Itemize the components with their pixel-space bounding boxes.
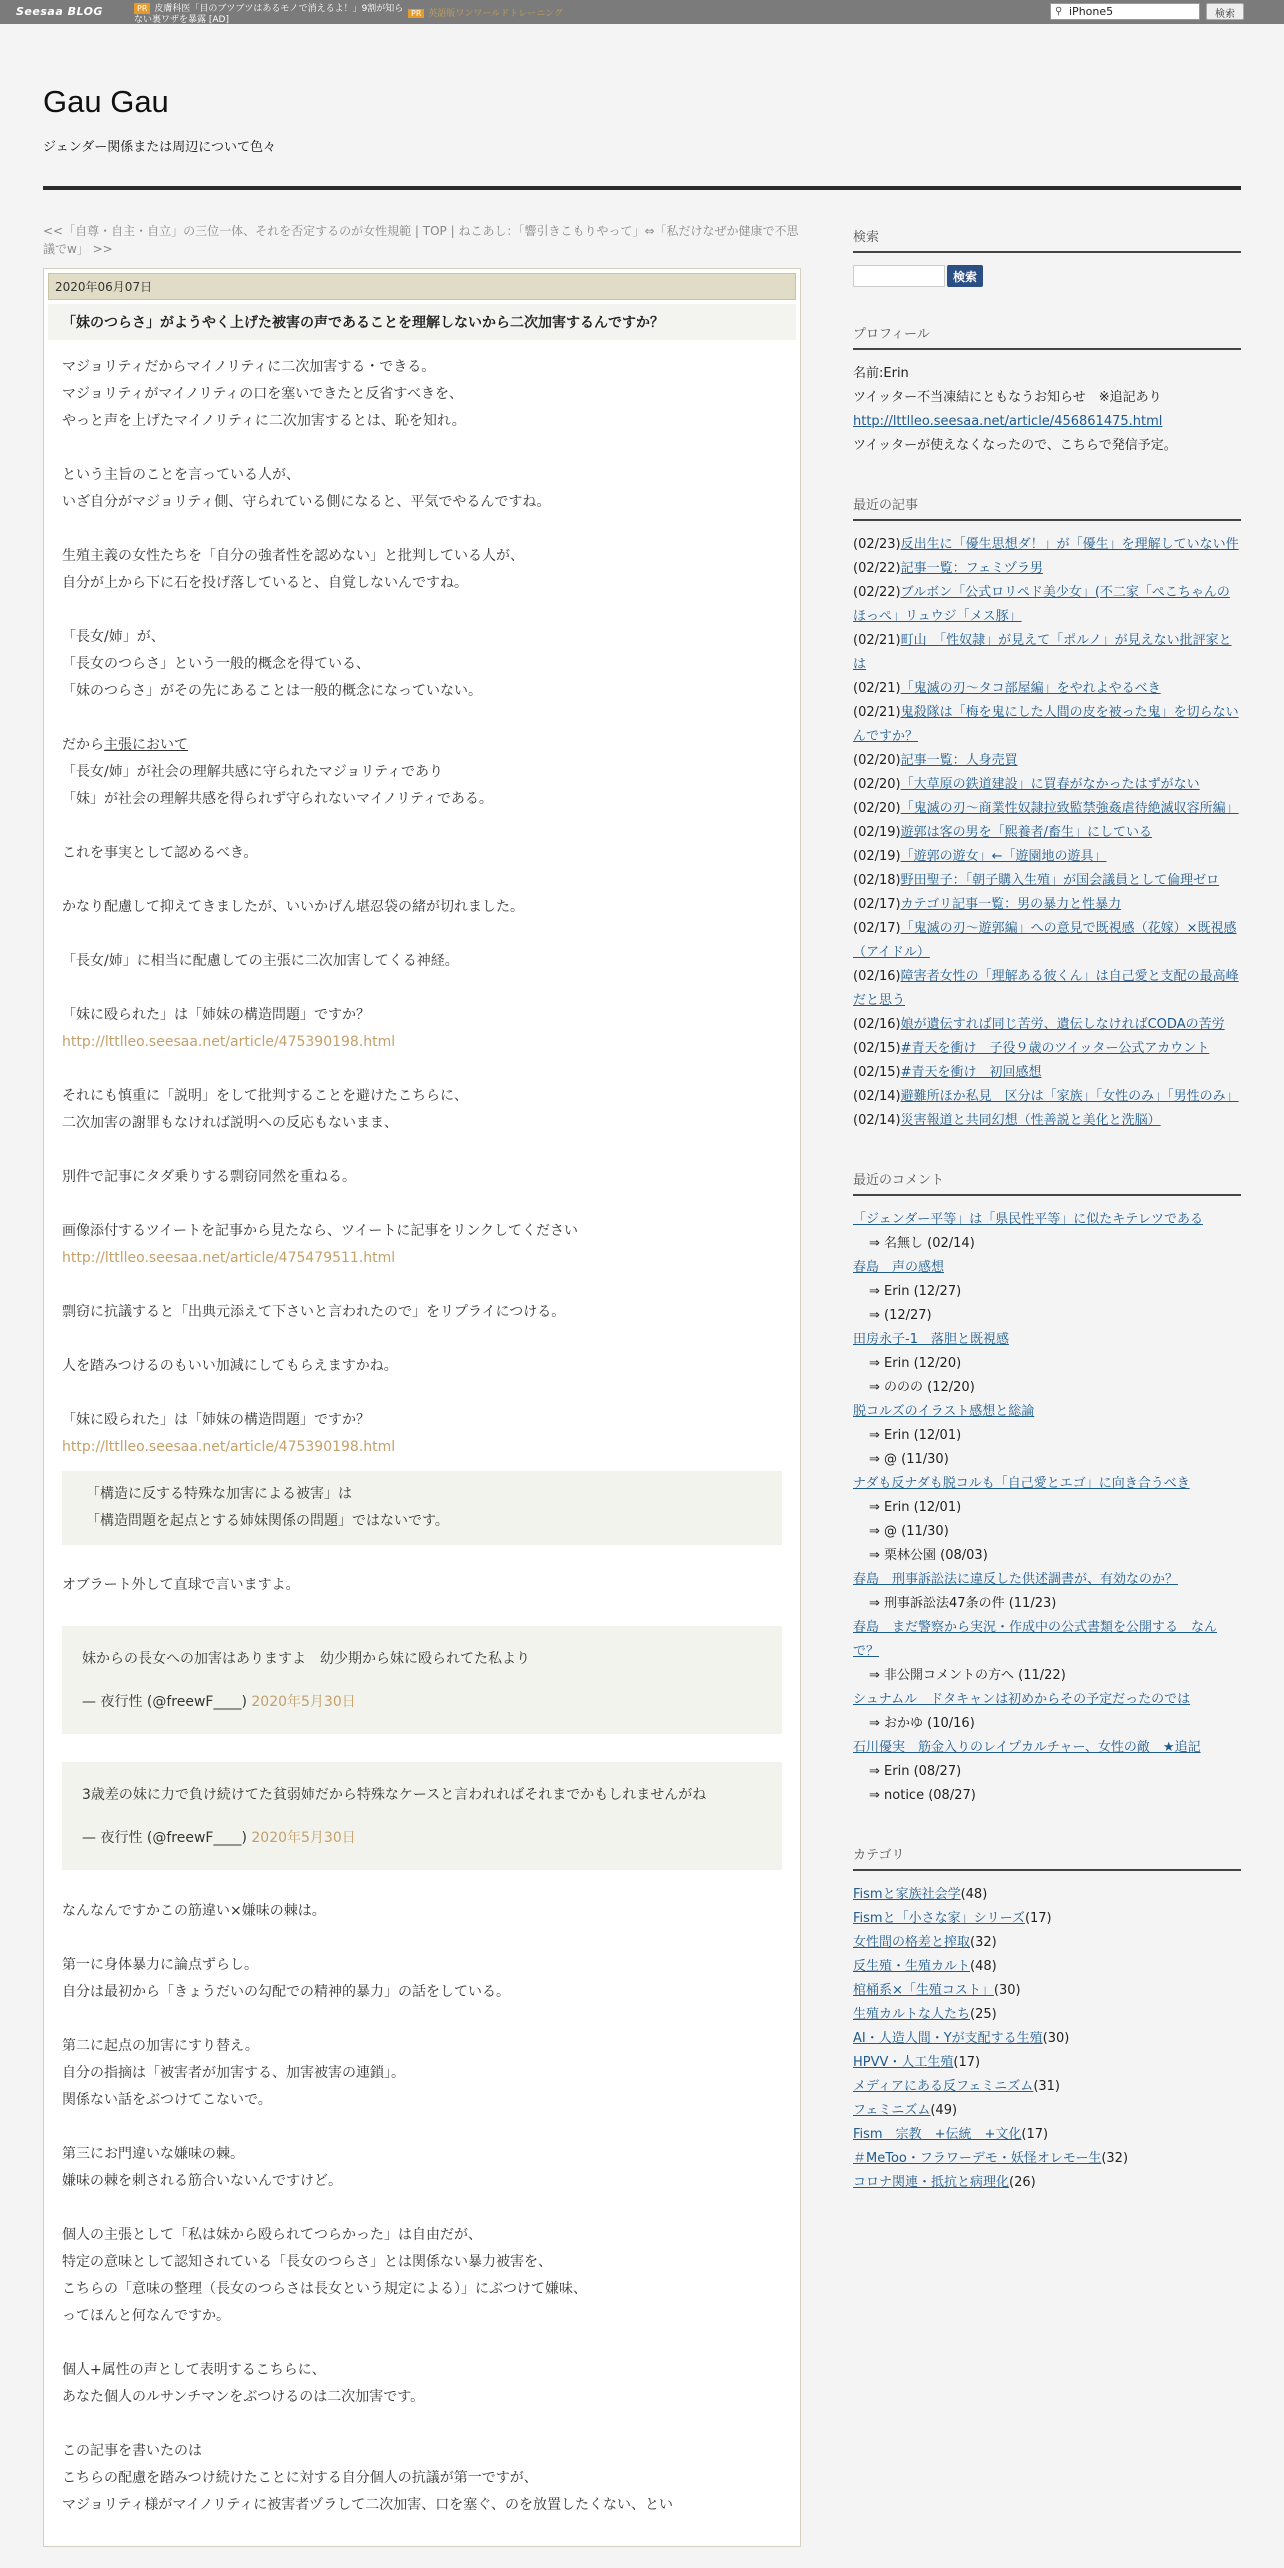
recent-article-link[interactable]: 「鬼滅の刃～タコ部屋編」をやれよやるべき: [900, 681, 1161, 696]
main-column: [43, 222, 801, 2547]
article-link[interactable]: http://lttlleo.seesaa.net/article/475390198.html: [62, 1034, 396, 1050]
blog-entry: [43, 268, 801, 2547]
comment-article-link[interactable]: 石川優実 筋金入りのレイプカルチャー、女性の敵 ★追記: [853, 1740, 1201, 1755]
recent-article-item: [853, 917, 1241, 965]
entry-paragraph: 生殖主義の女性たちを「自分の強者性を認めない」と批判している人が、 自分が上から下に石を投げ落していると、自覚しないんですね。: [62, 548, 524, 591]
recent-article-date: (02/22): [853, 585, 901, 600]
entry-paragraph: 「長女/姉」に相当に配慮しての主張に二次加害してくる神経。: [62, 953, 459, 969]
category-link[interactable]: Fismと「小さな家」シリーズ: [853, 1911, 1025, 1926]
category-link[interactable]: 女性間の格差と搾取: [853, 1935, 971, 1950]
entry-paragraph: 第一に身体暴力に論点ずらし。 自分は最初から「きょうだいの勾配での精神的暴力」の話をしている。: [62, 1957, 510, 2000]
underlined-text: 主張において: [104, 737, 188, 753]
category-count: (48): [960, 1887, 988, 1902]
recent-article-link[interactable]: 鬼殺隊は「梅を鬼にした人間の皮を被った鬼」を切らないんですか？: [853, 705, 1239, 744]
recent-article-item: [853, 965, 1241, 1013]
comment-article-link[interactable]: 春島 声の感想: [853, 1260, 945, 1275]
recent-article-link[interactable]: #青天を衝け 子役９歳のツイッター公式アカウント: [900, 1041, 1210, 1056]
tweet-date-link[interactable]: 2020年5月30日: [251, 1694, 356, 1710]
tweet-author: — 夜行性 (@freewF____): [82, 1694, 247, 1710]
comment-article-link[interactable]: ナダも反ナダも脱コルも「自己愛とエゴ」に向き合うべき: [853, 1476, 1190, 1491]
recent-article-link[interactable]: 災害報道と共同幻想（性善説と美化と洗脳）: [900, 1113, 1161, 1128]
entry-paragraph: だから主張において 「長女/姉」が社会の理解共感に守られたマジョリティであり 「妹」が社会の理解共感を得られず守られないマイノリティである。: [62, 737, 493, 807]
recent-article-link[interactable]: 「鬼滅の刃～遊郭編」への意見で既視感（花嫁）×既視感（アイドル）: [853, 921, 1237, 960]
comment-article-link[interactable]: シュナムル ドタキャンは初めからその予定だったのでは: [853, 1692, 1191, 1707]
article-link[interactable]: http://lttlleo.seesaa.net/article/475479511.html: [62, 1250, 396, 1266]
category-link[interactable]: AI・人造人間・Yが支配する生殖: [853, 2031, 1043, 2046]
recent-article-link[interactable]: 町山 「性奴隷」が見えて「ポルノ」が見えない批評家とは: [853, 633, 1232, 672]
entry-paragraph: 「妹に殴られた」は「姉妹の構造問題」ですか？ http://lttlleo.seesaa.net/article/475390198.html: [62, 1007, 396, 1050]
comment-reply[interactable]: ⇒ Erin (12/01): [869, 1500, 962, 1515]
sidebar-category-section: [853, 1844, 1241, 2195]
recent-article-link[interactable]: 「遊郭の遊女」←「遊園地の遊具」: [900, 849, 1107, 864]
category-link[interactable]: Fism 宗教 +伝統 +文化: [853, 2127, 1022, 2142]
recent-article-date: (02/17): [853, 897, 901, 912]
ad-tag: PR: [134, 3, 150, 14]
profile-link[interactable]: http://lttlleo.seesaa.net/article/456861475.html: [853, 414, 1163, 429]
entry-paragraph: オブラート外して直球で言いますよ。: [62, 1577, 300, 1593]
comment-article-link[interactable]: 脱コルズのイラスト感想と総論: [853, 1404, 1035, 1419]
recent-article-date: (02/19): [853, 849, 901, 864]
comment-article-link[interactable]: 春島 刑事訴訟法に違反した供述調書が、有効なのか？: [853, 1572, 1179, 1587]
recent-article-item: [853, 701, 1241, 749]
ad-tag: PR: [408, 9, 424, 18]
recent-article-date: (02/20): [853, 801, 901, 816]
topbar-search-button[interactable]: 検索: [1206, 3, 1244, 20]
category-link[interactable]: 生殖カルトな人たち: [853, 2007, 971, 2022]
recent-article-link[interactable]: 遊郭は客の男を「熙養者/畜生」にしている: [900, 825, 1152, 840]
tweet-author: — 夜行性 (@freewF____): [82, 1830, 247, 1846]
tweet-meta: [82, 1689, 762, 1716]
comment-reply[interactable]: ⇒ 刑事訴訟法47条の件 (11/23): [869, 1596, 1057, 1611]
recent-article-date: (02/14): [853, 1113, 901, 1128]
category-link[interactable]: メディアにある反フェミニズム: [853, 2079, 1034, 2094]
search-icon: ⚲: [1055, 6, 1063, 17]
comment-reply[interactable]: ⇒ Erin (12/20): [869, 1356, 962, 1371]
entry-paragraph: それにも慎重に「説明」をして批判することを避けたこちらに、 二次加害の謝罪もなければ説明への反応もないまま、: [62, 1088, 468, 1131]
recent-article-date: (02/20): [853, 777, 901, 792]
category-item: [853, 2051, 1241, 2075]
recent-article-item: [853, 821, 1241, 845]
category-count: (26): [1009, 2175, 1036, 2190]
category-item: [853, 2003, 1241, 2027]
recent-article-date: (02/22): [853, 561, 901, 576]
tweet-text: 3歳差の妹に力で負け続けてた貧弱姉だから特殊なケースと言われればそれまでかもしれませんがね: [82, 1787, 707, 1803]
sidebar-heading: 検索: [853, 226, 1241, 253]
category-count: (32): [970, 1935, 997, 1950]
entry-paragraph: 剽窃に抗議すると「出典元添えて下さいと言われたので」をリプライにつける。: [62, 1304, 566, 1320]
recent-article-item: [853, 1061, 1241, 1085]
category-link[interactable]: Fismと家族社会学: [853, 1887, 961, 1902]
sidebar-search-input[interactable]: [853, 265, 945, 287]
comment-reply[interactable]: ⇒ @ (11/30): [869, 1524, 949, 1539]
recent-article-item: [853, 1085, 1241, 1109]
category-item: [853, 1979, 1241, 2003]
topbar-ad-1[interactable]: [134, 3, 404, 26]
recent-article-link[interactable]: カテゴリ記事一覧：男の暴力と性暴力: [900, 897, 1122, 912]
entry-paragraph: という主旨のことを言っている人が、 いざ自分がマジョリティ側、守られている側になると、平気でやるんですね。: [62, 467, 551, 510]
recent-article-link[interactable]: 避難所ほか私見 区分は「家族」「女性のみ」「男性のみ」: [900, 1089, 1239, 1104]
search-value: iPhone5: [1069, 5, 1114, 18]
category-count: (25): [970, 2007, 997, 2022]
recent-article-date: (02/17): [853, 921, 901, 936]
topbar-search-input[interactable]: [1050, 3, 1200, 20]
recent-article-date: (02/15): [853, 1065, 901, 1080]
recent-article-link[interactable]: 「鬼滅の刃～商業性奴隷拉致監禁強姦虐待絶滅収容所編」: [900, 801, 1239, 816]
category-count: (48): [970, 1959, 997, 1974]
recent-article-date: (02/16): [853, 1017, 901, 1032]
category-item: [853, 1931, 1241, 1955]
recent-article-link[interactable]: 野田聖子：「朝子購入生殖」が国会議員として倫理ゼロ: [900, 873, 1220, 888]
category-item: [853, 1907, 1241, 1931]
comment-article-link[interactable]: 春島 まだ警察から実況・作成中の公式書類を公開する なんで？: [853, 1620, 1218, 1659]
recent-article-link[interactable]: 「大草原の鉄道建設」に買春がなかったはずがない: [900, 777, 1200, 792]
comment-reply[interactable]: ⇒ notice (08/27): [869, 1788, 976, 1803]
category-count: (31): [1033, 2079, 1060, 2094]
entry-date: 2020年06月07日: [48, 273, 796, 300]
comment-article-link[interactable]: 「ジェンダー平等」は「県民性平等」に似たキテレツである: [853, 1212, 1203, 1227]
seesaa-logo[interactable]: Seesaa BLOG: [16, 5, 103, 18]
sidebar-heading: 最近のコメント: [853, 1169, 1241, 1196]
category-count: (49): [930, 2103, 958, 2118]
embedded-tweet: [62, 1762, 782, 1870]
recent-article-link[interactable]: 記事一覧：フェミヅラ男: [900, 561, 1043, 576]
sidebar-recent-section: [853, 494, 1241, 1133]
recent-article-item: [853, 1013, 1241, 1037]
comment-reply[interactable]: ⇒ 名無し (02/14): [869, 1236, 975, 1251]
profile-text: ツイッター不当凍結にともなうお知らせ ※追記あり: [853, 390, 1162, 405]
category-count: (32): [1101, 2151, 1129, 2166]
tweet-date-link[interactable]: 2020年5月30日: [251, 1830, 356, 1846]
category-item: [853, 1955, 1241, 1979]
entry-title[interactable]: 「妹のつらさ」がようやく上げた被害の声であることを理解しないから二次加害するんですか？: [48, 304, 796, 340]
category-link[interactable]: ＃MeToo・フラワーデモ・妖怪オレモー生: [853, 2151, 1102, 2166]
tweet-meta: [82, 1825, 762, 1852]
blog-header: [43, 24, 1241, 190]
recent-article-date: (02/15): [853, 1041, 901, 1056]
recent-article-date: (02/18): [853, 873, 901, 888]
entry-paragraph: なんなんですかこの筋違い×嫌味の棘は。: [62, 1903, 326, 1919]
recent-article-item: [853, 1037, 1241, 1061]
recent-article-item: [853, 557, 1241, 581]
article-pager[interactable]: <<「自尊・自主・自立」の三位一体、それを否定するのが女性規範 | TOP | ねこあし：「響引きこもりやって」⇔「私だけなぜか健康で不思議でw」 >>: [43, 224, 799, 256]
recent-article-item: [853, 749, 1241, 773]
sidebar-search-button[interactable]: 検索: [947, 265, 983, 287]
recent-article-date: (02/21): [853, 633, 901, 648]
category-link[interactable]: 反生殖・生殖カルト: [853, 1959, 971, 1974]
category-item: [853, 2099, 1241, 2123]
entry-paragraph: かなり配慮して抑えてきましたが、いいかげん堪忍袋の緒が切れました。: [62, 899, 524, 915]
article-link[interactable]: http://lttlleo.seesaa.net/article/475390198.html: [62, 1439, 396, 1455]
recent-article-link[interactable]: 娘が遺伝すれば同じ苦労、遺伝しなければCODAの苦労: [900, 1017, 1225, 1032]
category-link[interactable]: コロナ関連・抵抗と病理化: [853, 2175, 1010, 2190]
category-item: [853, 2123, 1241, 2147]
entry-paragraph: 別件で記事にタダ乗りする剽窃同然を重ねる。: [62, 1169, 356, 1185]
category-item: [853, 2075, 1241, 2099]
entry-paragraph: マジョリティだからマイノリティに二次加害する・できる。 マジョリティがマイノリティの口を塞いできたと反省すべきを、 やっと声を上げたマイノリティに二次加害するとは、恥を知れ。: [62, 359, 466, 429]
seesaa-topbar: [0, 0, 1284, 24]
recent-article-date: (02/21): [853, 705, 901, 720]
entry-paragraph: この記事を書いたのは こちらの配慮を踏みつけ続けたことに対する自分個人の抗議が第一ですが、 マジョリティ様がマイノリティに被害者ヅラして二次加害、口を塞ぐ、のを放置したくない、とい: [62, 2443, 673, 2513]
sidebar-search-section: [853, 226, 1241, 287]
category-item: [853, 2027, 1241, 2051]
recent-article-item: [853, 1109, 1241, 1133]
comment-reply[interactable]: ⇒ ののの (12/20): [869, 1380, 975, 1395]
recent-article-link[interactable]: 反出生に「優生思想ダ！」が「優生」を理解していない件: [900, 537, 1239, 552]
category-count: (30): [1042, 2031, 1070, 2046]
category-item: [853, 2147, 1241, 2171]
category-link[interactable]: HPVV・人工生殖: [853, 2055, 954, 2070]
blog-title[interactable]: Gau Gau: [43, 84, 169, 119]
tweet-text: 妹からの長女への加害はありますよ 幼少期から妹に殴られてた私より: [82, 1651, 530, 1667]
sidebar-heading: カテゴリ: [853, 1844, 1241, 1871]
comment-article-link[interactable]: 田房永子-1 落胆と既視感: [853, 1332, 1009, 1347]
comment-reply[interactable]: ⇒ 非公開コメントの方へ (11/22): [869, 1668, 1066, 1683]
recent-article-link[interactable]: #青天を衝け 初回感想: [900, 1065, 1042, 1080]
comment-reply[interactable]: ⇒ Erin (12/01): [869, 1428, 962, 1443]
recent-article-item: [853, 797, 1241, 821]
category-item: [853, 2171, 1241, 2195]
category-link[interactable]: フェミニズム: [853, 2103, 931, 2118]
sidebar-heading: 最近の記事: [853, 494, 1241, 521]
entry-paragraph: 個人+属性の声として表明するこちらに、 あなた個人のルサンチマンをぶつけるのは二次加害です。: [62, 2362, 425, 2405]
recent-article-item: [853, 629, 1241, 677]
ad-text[interactable]: 皮膚科医「目のブツブツはあるモノで消えるよ！」9割が知らない裏ワザを暴露 [AD]: [134, 4, 404, 25]
sidebar-comments-section: [853, 1169, 1241, 1808]
entry-body: [44, 340, 800, 2519]
category-link[interactable]: 棺桶系×「生殖コスト」: [853, 1983, 994, 1998]
recent-article-item: [853, 869, 1241, 893]
recent-article-link[interactable]: 障害者女性の「理解ある彼くん」は自己愛と支配の最高峰だと思う: [853, 969, 1239, 1008]
recent-article-date: (02/14): [853, 1089, 901, 1104]
ad-text[interactable]: 英語版ワンワールドトレーニング: [428, 9, 564, 19]
embedded-tweet: [62, 1626, 782, 1734]
comment-reply[interactable]: ⇒ (12/27): [869, 1308, 932, 1323]
recent-article-item: [853, 773, 1241, 797]
recent-article-item: [853, 581, 1241, 629]
recent-article-date: (02/20): [853, 753, 901, 768]
recent-article-item: [853, 677, 1241, 701]
entry-paragraph: 第三にお門違いな嫌味の棘。 嫌味の棘を刺される筋合いないんですけど。: [62, 2146, 342, 2189]
recent-article-date: (02/21): [853, 681, 901, 696]
topbar-ad-2[interactable]: [408, 6, 563, 19]
sidebar-profile-section: [853, 323, 1241, 458]
category-count: (17): [953, 2055, 981, 2070]
entry-paragraph: 第二に起点の加害にすり替え。 自分の指摘は「被害者が加害する、加害被害の連鎖」。 関係ない話をぶつけてこないで。: [62, 2038, 405, 2108]
recent-article-item: [853, 845, 1241, 869]
recent-article-date: (02/16): [853, 969, 901, 984]
category-count: (30): [993, 1983, 1021, 1998]
comment-reply[interactable]: ⇒ 栗林公園 (08/03): [869, 1548, 988, 1563]
comment-reply[interactable]: ⇒ おかゆ (10/16): [869, 1716, 975, 1731]
entry-paragraph: 「妹に殴られた」は「姉妹の構造問題」ですか？ http://lttlleo.seesaa.net/article/475390198.html: [62, 1412, 396, 1455]
sidebar-heading: プロフィール: [853, 323, 1241, 350]
recent-article-date: (02/23): [853, 537, 901, 552]
category-item: [853, 1883, 1241, 1907]
entry-paragraph: 個人の主張として「私は妹から殴られてつらかった」は自由だが、 特定の意味として認知されている「長女のつらさ」とは関係ない暴力被害を、 こちらの「意味の整理（長女のつらさは長女という規定による）」にぶつけて嫌味、 ってほんと何なんですか。: [62, 2227, 587, 2324]
recent-article-link[interactable]: ブルボン「公式ロリペド美少女」(不二家「ぺこちゃんのほっぺ」リュウジ「メス豚」: [853, 585, 1230, 624]
entry-paragraph: 画像添付するツイートを記事から見たなら、ツイートに記事をリンクしてください http://lttlleo.seesaa.net/article/475479511.html: [62, 1223, 579, 1266]
comment-reply[interactable]: ⇒ Erin (12/27): [869, 1284, 962, 1299]
profile-text: ツイッターが使えなくなったので、こちらで発信予定。: [853, 438, 1177, 453]
entry-paragraph: 人を踏みつけるのもいい加減にしてもらえますかね。: [62, 1358, 398, 1374]
recent-article-item: [853, 893, 1241, 917]
category-count: (17): [1021, 2127, 1049, 2142]
comment-reply[interactable]: ⇒ @ (11/30): [869, 1452, 949, 1467]
topbar-search: [1050, 3, 1244, 20]
blog-description: ジェンダー関係または周辺について色々: [43, 140, 276, 155]
profile-name: 名前:Erin: [853, 366, 909, 381]
recent-article-date: (02/19): [853, 825, 901, 840]
entry-paragraph: これを事実として認めるべき。: [62, 845, 258, 861]
comment-reply[interactable]: ⇒ Erin (08/27): [869, 1764, 962, 1779]
recent-article-item: [853, 533, 1241, 557]
blockquote: 「構造に反する特殊な加害による被害」は 「構造問題を起点とする姉妹関係の問題」ではないです。: [62, 1471, 782, 1545]
entry-paragraph: 「長女/姉」が、 「長女のつらさ」という一般的概念を得ている、 「妹のつらさ」がその先にあることは一般的概念になっていない。: [62, 629, 482, 699]
category-count: (17): [1024, 1911, 1052, 1926]
recent-article-link[interactable]: 記事一覧：人身売買: [900, 753, 1018, 768]
sidebar: [853, 226, 1241, 2231]
